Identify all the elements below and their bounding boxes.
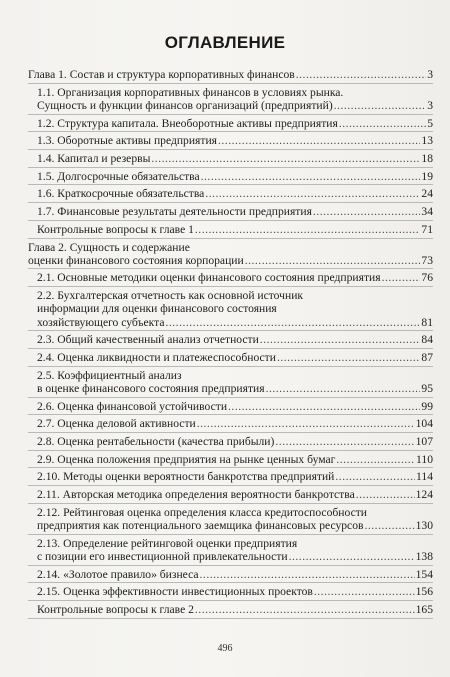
- toc-page-number: 3: [427, 98, 433, 112]
- toc-page-number: 107: [415, 434, 433, 448]
- toc-entry-last-line: [37, 351, 433, 364]
- toc-entry-last-line: [37, 205, 433, 218]
- dot-leader: [201, 170, 421, 183]
- toc-entry-text-line: 1.6. Краткосрочные обязательства: [37, 187, 205, 201]
- dot-leader: [245, 254, 421, 267]
- toc-entry-last-line: [37, 382, 433, 395]
- dot-leader: [313, 205, 420, 218]
- toc-entry-text-line: 2.7. Оценка деловой активности: [37, 417, 196, 431]
- toc-section-entry: [28, 486, 433, 504]
- toc-entry-last-line: [37, 333, 433, 346]
- toc-entry-text-line: информации для оценки финансового состояния: [37, 302, 277, 316]
- dot-leader: [200, 568, 415, 581]
- dot-leader: [205, 187, 420, 200]
- toc-section-entry: [28, 84, 433, 115]
- dot-leader: [339, 117, 426, 130]
- toc-entry-last-line: [37, 99, 433, 112]
- toc-entry-text-line: 2.8. Оценка рентабельности (качества прибыли): [37, 434, 275, 448]
- toc-entry-text-line: 2.6. Оценка финансовой устойчивости: [37, 399, 228, 413]
- toc-page-number: 18: [421, 152, 433, 166]
- toc-page-number: 154: [415, 567, 433, 581]
- toc-page-number: 87: [421, 350, 433, 364]
- dot-leader: [382, 271, 421, 284]
- toc-entry-text-line: 2.3. Общий качественный анализ отчетности: [37, 333, 259, 347]
- toc-entry-last-line: [37, 550, 433, 563]
- dot-leader: [277, 351, 420, 364]
- toc-entry-last-line: [37, 585, 433, 598]
- toc-page-number: 34: [421, 205, 433, 219]
- dot-leader: [289, 550, 415, 563]
- toc-entry-text-line: в оценке финансового состояния предприятия: [37, 381, 265, 395]
- toc-entry-text-line: Глава 1. Состав и структура корпоративных финансов: [28, 68, 295, 81]
- toc-entry-text-line: 2.11. Авторская методика определения вероятности банкротства: [37, 488, 355, 502]
- toc-entry-last-line: [37, 453, 433, 466]
- toc-page-number: 13: [421, 134, 433, 148]
- dot-leader: [197, 417, 415, 430]
- toc-entry-text-line: 1.1. Организация корпоративных финансов в условиях рынка.: [37, 85, 344, 99]
- table-of-contents: [28, 66, 433, 619]
- toc-entry-text-line: 1.2. Структура капитала. Внеоборотные активы предприятия: [37, 116, 338, 130]
- toc-entry-text-line: хозяйствующего субъекта: [37, 315, 165, 329]
- toc-page-number: 156: [415, 585, 433, 599]
- dot-leader: [218, 134, 420, 147]
- toc-page-number: 95: [421, 381, 433, 395]
- toc-section-entry: [28, 203, 433, 221]
- toc-entry-last-line: [28, 254, 433, 267]
- toc-page-number: 110: [416, 452, 433, 466]
- toc-page-number: 114: [416, 470, 433, 484]
- toc-section-entry: [28, 601, 433, 619]
- toc-section-entry: [28, 150, 433, 168]
- toc-entry-last-line: [37, 223, 433, 236]
- toc-section-entry: [28, 504, 433, 535]
- toc-section-entry: [28, 287, 433, 331]
- toc-entry-text-line: 1.3. Оборотные активы предприятия: [37, 134, 217, 148]
- toc-section-entry: [28, 583, 433, 601]
- dot-leader: [266, 382, 421, 395]
- toc-entry-text-line: Глава 2. Сущность и содержание: [28, 240, 190, 254]
- dot-leader: [364, 519, 414, 532]
- toc-entry-text-line: 1.7. Финансовые результаты деятельности предприятия: [37, 205, 312, 219]
- toc-chapter-entry: [28, 239, 433, 270]
- toc-section-entry: [28, 415, 433, 433]
- dot-leader: [336, 453, 415, 466]
- toc-entry-text-line: 2.13. Определение рейтинговой оценки предприятия: [37, 536, 298, 550]
- toc-entry-text-line: 2.1. Основные методики оценки финансового состояния предприятия: [37, 271, 381, 285]
- dot-leader: [275, 435, 414, 448]
- toc-entry-text-line: оценки финансового состояния корпорации: [28, 253, 244, 267]
- toc-page-number: 165: [415, 603, 433, 616]
- toc-entry-last-line: [37, 488, 433, 501]
- toc-entry-last-line: [37, 170, 433, 183]
- toc-entry-last-line: [37, 568, 433, 581]
- toc-chapter-entry: [28, 66, 433, 84]
- toc-section-entry: [28, 367, 433, 398]
- toc-entry-text-line: 1.5. Долгосрочные обязательства: [37, 169, 200, 183]
- toc-section-entry: [28, 349, 433, 367]
- toc-entry-last-line: [37, 117, 433, 130]
- dot-leader: [195, 223, 421, 236]
- toc-section-entry: [28, 331, 433, 349]
- toc-entry-text-line: Сущность и функции финансов организаций (предприятий): [37, 98, 333, 112]
- toc-entry-last-line: [37, 435, 433, 448]
- toc-entry-text-line: 2.2. Бухгалтерская отчетность как основной источник: [37, 289, 304, 303]
- toc-entry-text-line: 2.12. Рейтинговая оценка определения класса кредитоспособности: [37, 505, 367, 519]
- toc-entry-last-line: [37, 152, 433, 165]
- toc-entry-text-line: 2.10. Методы оценки вероятности банкротства предприятий: [37, 470, 335, 484]
- toc-entry-last-line: [37, 187, 433, 200]
- toc-entry-text-line: 2.5. Коэффициентный анализ: [37, 368, 182, 382]
- toc-section-entry: [28, 566, 433, 584]
- toc-entry-last-line: [37, 519, 433, 532]
- toc-entry-last-line: [37, 134, 433, 147]
- dot-leader: [260, 333, 421, 346]
- toc-entry-text-line: Контрольные вопросы к главе 2: [37, 603, 194, 616]
- toc-entry-text-line: Контрольные вопросы к главе 1: [37, 222, 194, 236]
- toc-entry-last-line: [37, 470, 433, 483]
- toc-page-number: 138: [415, 549, 433, 563]
- page-title: ОГЛАВЛЕНИЕ: [164, 33, 286, 52]
- toc-section-entry: [28, 221, 433, 239]
- dot-leader: [334, 99, 427, 112]
- toc-entry-last-line: [28, 68, 433, 81]
- dot-leader: [314, 585, 415, 598]
- toc-entry-text-line: 2.4. Оценка ликвидности и платежеспособности: [37, 350, 276, 364]
- toc-entry-last-line: [37, 271, 433, 284]
- toc-page-number: 124: [415, 488, 433, 502]
- dot-leader: [335, 470, 415, 483]
- dot-leader: [165, 316, 420, 329]
- toc-entry-last-line: [37, 316, 433, 329]
- toc-entry-last-line: [37, 603, 433, 616]
- toc-page-number: 76: [421, 271, 433, 285]
- toc-page-number: 73: [421, 253, 433, 267]
- toc-entry-text-line: предприятия как потенциального заемщика финансовых ресурсов: [37, 518, 364, 532]
- toc-entry-last-line: [37, 400, 433, 413]
- toc-entry-text-line: 2.15. Оценка эффективности инвестиционных проектов: [37, 585, 313, 599]
- dot-leader: [356, 488, 415, 501]
- dot-leader: [195, 603, 415, 616]
- toc-page-number: 104: [415, 417, 433, 431]
- toc-section-entry: [28, 132, 433, 150]
- toc-section-entry: [28, 433, 433, 451]
- toc-page-number: 81: [421, 315, 433, 329]
- toc-section-entry: [28, 185, 433, 203]
- toc-entry-text-line: с позиции его инвестиционной привлекательности: [37, 549, 288, 563]
- toc-entry-text-line: 2.9. Оценка положения предприятия на рынке ценных бумаг: [37, 452, 336, 466]
- toc-page-number: 24: [421, 187, 433, 201]
- toc-page-number: 99: [421, 399, 433, 413]
- toc-section-entry: [28, 468, 433, 486]
- toc-section-entry: [28, 451, 433, 469]
- toc-entry-last-line: [37, 417, 433, 430]
- toc-section-entry: [28, 269, 433, 287]
- page-number: 496: [217, 643, 233, 654]
- toc-entry-text-line: 2.14. «Золотое правило» бизнеса: [37, 567, 199, 581]
- toc-page-number: 84: [421, 333, 433, 347]
- toc-section-entry: [28, 398, 433, 416]
- dot-leader: [151, 152, 420, 165]
- toc-page-number: 130: [415, 518, 433, 532]
- toc-entry-text-line: 1.4. Капитал и резервы: [37, 152, 151, 166]
- toc-section-entry: [28, 115, 433, 133]
- toc-page-number: 3: [427, 68, 433, 81]
- dot-leader: [228, 400, 420, 413]
- toc-section-entry: [28, 168, 433, 186]
- toc-page-number: 71: [421, 222, 433, 236]
- toc-section-entry: [28, 535, 433, 566]
- toc-page-number: 19: [421, 169, 433, 183]
- toc-page-number: 5: [427, 116, 433, 130]
- dot-leader: [296, 68, 426, 81]
